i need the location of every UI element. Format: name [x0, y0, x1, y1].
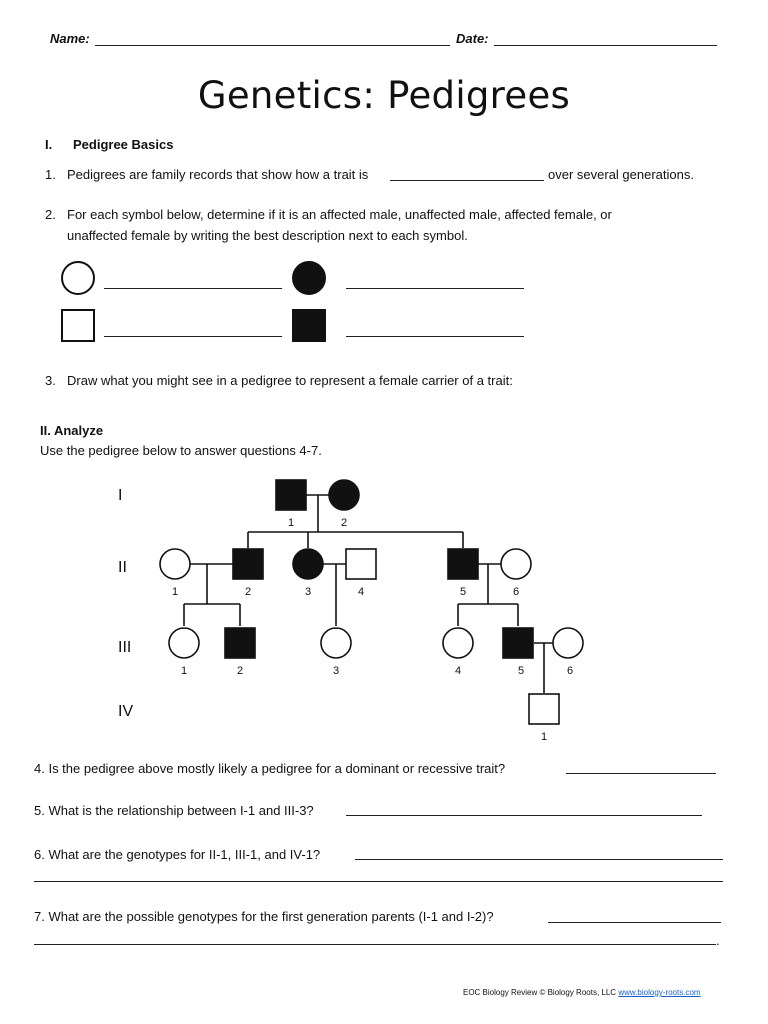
pedigree-individuals [160, 480, 583, 743]
footer-copyright: EOC Biology Review © Biology Roots, LLC [463, 988, 617, 997]
q7-answer-blank-line2[interactable] [34, 944, 716, 945]
q1-text-end: over several generations. [548, 167, 694, 182]
individual-label-III-4: 4 [454, 665, 462, 677]
individual-label-II-5: 5 [459, 586, 467, 598]
individual-label-II-6: 6 [512, 586, 520, 598]
q4-text: 4. Is the pedigree above mostly likely a pedigree for a dominant or recessive trait? [34, 761, 506, 776]
generation-labels [118, 487, 133, 720]
individual-III-1-female-icon [169, 628, 199, 658]
footer [463, 988, 701, 997]
generation-label-II: II [118, 559, 127, 576]
q4-answer-blank[interactable] [566, 773, 716, 774]
individual-III-4-female-icon [443, 628, 473, 658]
name-label: Name: [50, 31, 90, 46]
individual-label-II-1: 1 [171, 586, 179, 598]
q5-text: 5. What is the relationship between I-1 and III-3? [34, 803, 314, 818]
individual-label-III-5: 5 [517, 665, 525, 677]
footer-link[interactable]: www.biology-roots.com [618, 988, 701, 997]
individual-III-6-female-icon [553, 628, 583, 658]
q7-text: 7. What are the possible genotypes for the first generation parents (I-1 and I-2)? [34, 909, 494, 924]
q7-end-period: . [716, 933, 720, 948]
individual-II-2-male-icon [233, 549, 263, 579]
individual-III-2-male-icon [225, 628, 255, 658]
page-title: Genetics: Pedigrees [197, 74, 571, 117]
individual-IV-1-male-icon [529, 694, 559, 724]
section-1-heading: Pedigree Basics [73, 137, 174, 152]
individual-label-I-2: 2 [340, 517, 348, 529]
q3-text: Draw what you might see in a pedigree to represent a female carrier of a trait: [67, 373, 513, 388]
individual-label-III-2: 2 [236, 665, 244, 677]
pedigree-connectors [184, 495, 553, 693]
generation-label-IV: IV [118, 703, 134, 720]
section-2-intro: Use the pedigree below to answer questions 4-7. [40, 443, 322, 458]
q2-number: 2. [45, 207, 56, 222]
q7-answer-blank[interactable] [548, 922, 721, 923]
individual-II-6-female-icon [501, 549, 531, 579]
q5-answer-blank[interactable] [346, 815, 702, 816]
individual-label-II-2: 2 [244, 586, 252, 598]
q2-text-line1: For each symbol below, determine if it is an affected male, unaffected male, affected female, or [67, 207, 612, 222]
individual-III-5-male-icon [503, 628, 533, 658]
individual-II-4-male-icon [346, 549, 376, 579]
q3-number: 3. [45, 373, 56, 388]
individual-II-1-female-icon [160, 549, 190, 579]
individual-I-1-male-icon [276, 480, 306, 510]
q6-answer-blank[interactable] [355, 859, 723, 860]
section-1-number: I. [45, 137, 53, 152]
individual-II-5-male-icon [448, 549, 478, 579]
q6-answer-blank-line2[interactable] [34, 881, 723, 882]
q1-number: 1. [45, 167, 56, 182]
section-2-heading: II. Analyze [40, 423, 104, 438]
individual-label-III-6: 6 [566, 665, 574, 677]
individual-I-2-female-icon [329, 480, 359, 510]
individual-label-III-1: 1 [180, 665, 188, 677]
date-label: Date: [456, 31, 489, 46]
individual-label-I-1: 1 [287, 517, 295, 529]
generation-label-III: III [118, 639, 132, 656]
individual-label-II-3: 3 [304, 586, 312, 598]
individual-II-3-female-icon [293, 549, 323, 579]
generation-label-I: I [118, 487, 123, 504]
q6-text: 6. What are the genotypes for II-1, III-1, and IV-1? [34, 847, 321, 862]
individual-III-3-female-icon [321, 628, 351, 658]
individual-label-III-3: 3 [332, 665, 340, 677]
q2-text-line2: unaffected female by writing the best description next to each symbol. [67, 228, 468, 243]
q1-text: Pedigrees are family records that show how a trait is [67, 167, 369, 182]
individual-label-II-4: 4 [357, 586, 365, 598]
individual-label-IV-1: 1 [540, 731, 548, 743]
